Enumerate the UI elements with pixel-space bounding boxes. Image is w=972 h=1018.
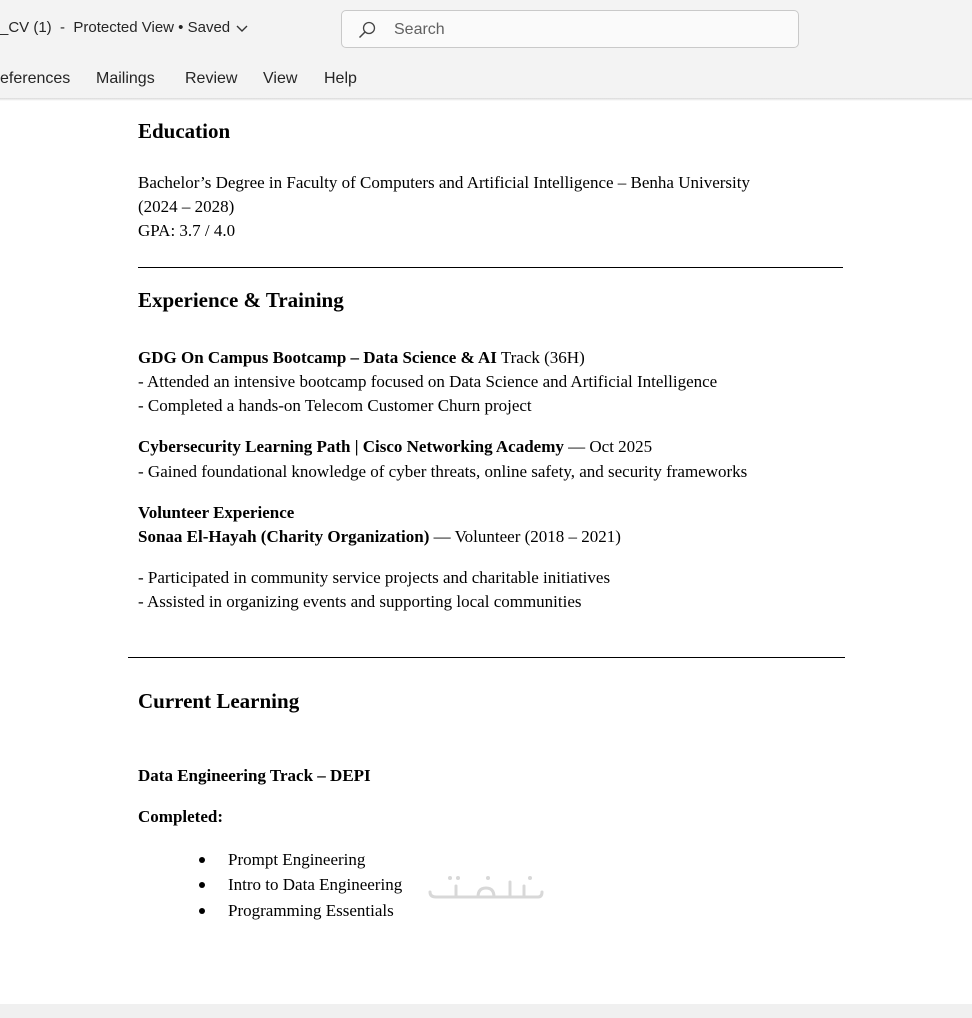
gdg-title: GDG On Campus Bootcamp – Data Science & AI Track (36H) (138, 348, 585, 367)
volunteer-line-1: - Participated in community service projects and charitable initiatives (138, 568, 611, 587)
saved-status: Saved (187, 19, 231, 36)
completed-label: Completed: (138, 807, 223, 826)
education-degree: Bachelor’s Degree in Faculty of Computers and Artificial Intelligence – Benha University (138, 173, 750, 192)
learning-heading: Current Learning (138, 689, 300, 713)
completed-item: Intro to Data Engineering (228, 875, 403, 894)
education-gpa: GPA: 3.7 / 4.0 (138, 221, 236, 240)
bullet-icon (199, 882, 205, 888)
menu-review[interactable]: Review (185, 70, 238, 87)
search-box[interactable] (341, 10, 799, 48)
volunteer-org: Sonaa El-Hayah (Charity Organization) — Volunteer (2018 – 2021) (138, 527, 621, 546)
cisco-title: Cybersecurity Learning Path | Cisco Networking Academy — Oct 2025 (138, 437, 653, 456)
menu-references[interactable]: eferences (0, 70, 71, 87)
volunteer-heading: Volunteer Experience (138, 503, 295, 522)
search-input[interactable] (392, 19, 776, 41)
bullet-icon (199, 908, 205, 914)
menu-view[interactable]: View (263, 70, 298, 87)
learning-track: Data Engineering Track – DEPI (138, 766, 371, 785)
bullet-icon (199, 857, 205, 863)
gdg-line-2: - Completed a hands-on Telecom Customer Churn project (138, 396, 532, 415)
experience-heading: Experience & Training (138, 288, 344, 312)
cisco-line-1: - Gained foundational knowledge of cyber threats, online safety, and security frameworks (138, 462, 748, 481)
section-divider (128, 657, 845, 658)
app-chrome (0, 0, 972, 98)
menu-help[interactable]: Help (324, 70, 357, 87)
title-dot: • (178, 19, 184, 36)
education-heading: Education (138, 119, 231, 143)
section-divider (138, 267, 843, 268)
gdg-line-1: - Attended an intensive bootcamp focused on Data Science and Artificial Intelligence (138, 372, 718, 391)
watermark-logo-icon (426, 866, 546, 902)
status-bar (0, 1004, 972, 1018)
protected-view-label: Protected View (73, 19, 174, 36)
search-icon (358, 21, 376, 39)
volunteer-line-2: - Assisted in organizing events and supporting local communities (138, 592, 582, 611)
completed-item: Programming Essentials (228, 901, 394, 920)
chevron-down-icon[interactable] (235, 21, 249, 35)
document-title[interactable] (0, 19, 249, 36)
education-years: (2024 – 2028) (138, 197, 235, 216)
title-separator: - (60, 19, 66, 36)
completed-item: Prompt Engineering (228, 850, 366, 869)
menu-mailings[interactable]: Mailings (96, 70, 155, 87)
document-name: _CV (1) (0, 19, 52, 36)
